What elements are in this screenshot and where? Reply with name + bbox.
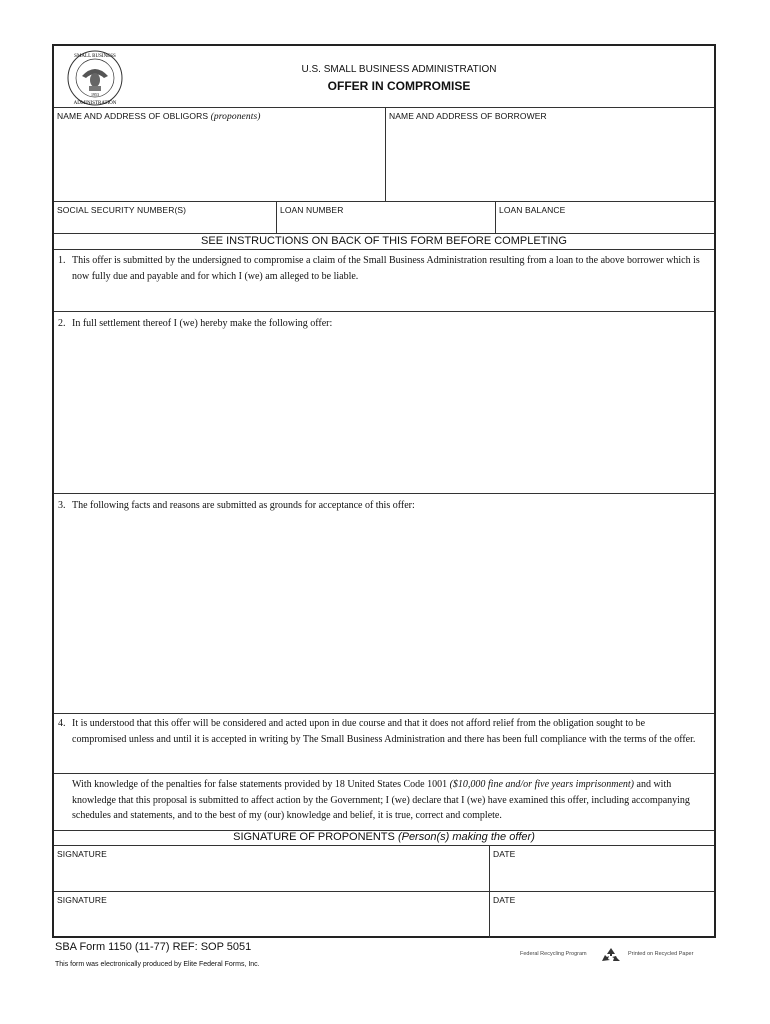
signature-field-2[interactable] <box>54 892 490 938</box>
date-field-1[interactable] <box>490 846 714 891</box>
item-3-number: 3. <box>58 500 66 511</box>
date-label-2: DATE <box>493 895 516 905</box>
certification-text-part1: With knowledge of the penalties for false statements provided by 18 United States Code 1001 <box>72 779 448 790</box>
names-row <box>54 108 714 202</box>
ssn-label: SOCIAL SECURITY NUMBER(S) <box>57 205 187 215</box>
signature-row-1 <box>54 845 714 892</box>
item-4-text: It is understood that this offer will be considered and acted upon in due course and that it does not afford relief from the obligation sought to be compromised unless and until it is accepted in writing by The Small Business Administration and there has been full compliance with the terms of the offer. <box>72 718 696 745</box>
item-1-section[interactable] <box>54 249 714 312</box>
form-header <box>54 46 714 108</box>
loan-info-row <box>54 202 714 234</box>
obligors-label: NAME AND ADDRESS OF OBLIGORS <box>57 111 209 121</box>
item-3-text: The following facts and reasons are submitted as grounds for acceptance of this offer: <box>72 500 415 511</box>
item-3-section[interactable] <box>54 494 714 714</box>
sba-seal-icon <box>60 48 130 108</box>
borrower-field[interactable] <box>386 108 714 201</box>
signature-heading-note: (Person(s) making the offer) <box>397 831 535 843</box>
item-2-number: 2. <box>58 318 66 329</box>
certification-text-part2: and with knowledge that this proposal is submitted to affect action by the Government; I (we) declare that I (we) have examined this offer, including accompanying schedules and statements, and to the best of my (our) knowledge and belief, it is true, correct and complete. <box>72 779 690 821</box>
seal-text-top: SMALL BUSINESS <box>74 54 116 59</box>
date-label-1: DATE <box>493 849 516 859</box>
item-1-number: 1. <box>58 255 66 266</box>
penalty-text: ($10,000 fine and/or five years imprisonment) <box>449 779 634 790</box>
recycle-icon <box>598 946 624 964</box>
loan-balance-label: LOAN BALANCE <box>499 205 566 215</box>
certification-section <box>54 774 714 831</box>
agency-name: U.S. SMALL BUSINESS ADMINISTRATION <box>301 64 497 75</box>
signature-field-1[interactable] <box>54 846 490 891</box>
item-4-section <box>54 714 714 774</box>
form-identifier: SBA Form 1150 (11-77) REF: SOP 5051 <box>55 941 252 953</box>
form-title: OFFER IN COMPROMISE <box>327 79 471 93</box>
date-field-2[interactable] <box>490 892 714 938</box>
signature-row-2 <box>54 892 714 938</box>
item-2-text: In full settlement thereof I (we) hereby make the following offer: <box>72 318 333 329</box>
loan-balance-field[interactable] <box>496 202 714 233</box>
offer-in-compromise-form <box>52 44 716 938</box>
signature-heading: SIGNATURE OF PROPONENTS <box>233 831 395 843</box>
ssn-field[interactable] <box>54 202 277 233</box>
instructions-banner: SEE INSTRUCTIONS ON BACK OF THIS FORM BEFORE COMPLETING <box>201 235 567 247</box>
seal-text-bottom: ADMINISTRATION <box>73 101 117 106</box>
item-2-section[interactable] <box>54 312 714 494</box>
producer-note: This form was electronically produced by Elite Federal Forms, Inc. <box>55 961 260 968</box>
signature-label-2: SIGNATURE <box>57 895 107 905</box>
loan-number-field[interactable] <box>277 202 496 233</box>
obligors-note: (proponents) <box>210 112 261 122</box>
borrower-label: NAME AND ADDRESS OF BORROWER <box>389 111 547 121</box>
seal-year: 1953 <box>91 92 99 97</box>
item-1-text: This offer is submitted by the undersigned to compromise a claim of the Small Business Administration resulting from a loan to the above borrower which is now fully due and payable and for which I (we) am alleged to be liable. <box>72 255 700 282</box>
item-4-number: 4. <box>58 718 66 729</box>
recycled-paper-label: Printed on Recycled Paper <box>628 951 694 957</box>
recycling-program-label: Federal Recycling Program <box>520 951 587 957</box>
signature-label-1: SIGNATURE <box>57 849 107 859</box>
obligors-field[interactable] <box>54 108 386 201</box>
loan-number-label: LOAN NUMBER <box>280 205 344 215</box>
